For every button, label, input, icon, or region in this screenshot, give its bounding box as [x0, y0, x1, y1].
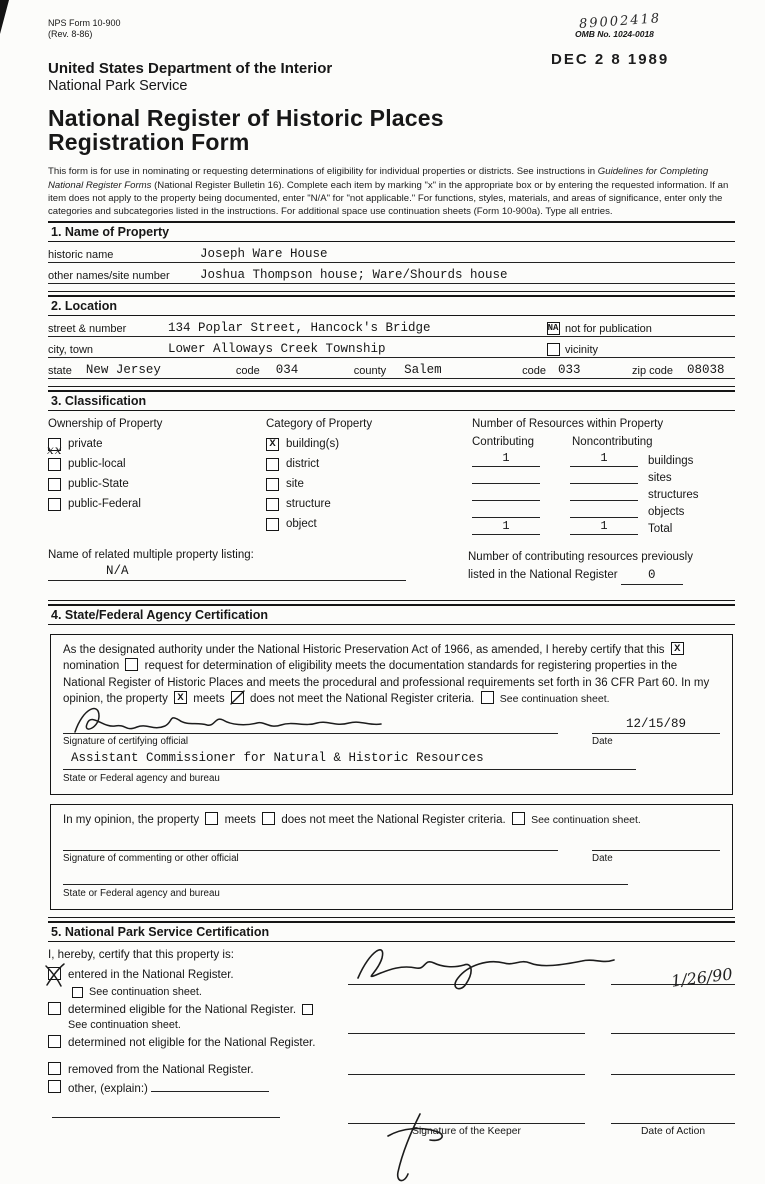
commenting-signature-line[interactable] [63, 830, 558, 851]
entered-option [48, 967, 336, 982]
commenting-agency-caption: State or Federal agency and bureau [63, 888, 220, 900]
ownership-column [48, 418, 266, 537]
spacer [348, 1034, 735, 1044]
nps-signature-column [336, 944, 735, 1137]
resource-row-buildings [472, 452, 735, 467]
commenting-date-caption: Date [592, 853, 613, 865]
section-divider [48, 593, 735, 601]
form-revision: (Rev. 8-86) [48, 29, 93, 40]
site-checkbox[interactable] [266, 478, 279, 491]
ownership-label: Ownership of Property [48, 418, 163, 431]
classification-bottom [48, 549, 735, 593]
ownership-option-private [47, 436, 266, 457]
resource-sites-label: sites [648, 472, 672, 485]
state-label: state [48, 365, 72, 378]
meets-label: meets [193, 693, 225, 705]
noncontributing-header: Noncontributing [572, 436, 653, 449]
eligible-label: determined eligible for the National Register. [68, 1003, 297, 1017]
previously-listed-label-line2: listed in the National Register [468, 568, 618, 581]
omb-number: OMB No. 1024-0018 [575, 29, 654, 39]
section4-heading: 4. State/Federal Agency Certification [48, 604, 735, 625]
request-label: request for determination of eligibility meets the documentation standards for registering properties in the National Register of Historic Places and meets the procedural and professional requirements set forth in 36 CFR Part 60. In my opinion, the property [63, 660, 710, 705]
previously-listed-label-line1: Number of contributing resources previously [468, 551, 693, 564]
object-label: object [286, 518, 317, 531]
removed-label: removed from the National Register. [68, 1063, 254, 1077]
historic-name-value[interactable]: Joseph Ware House [200, 247, 328, 262]
related-listing-value[interactable]: N/A [48, 564, 406, 581]
commenting-agency-line[interactable] [63, 866, 628, 885]
private-checkbox[interactable] [47, 438, 63, 457]
keeper-signature [350, 936, 650, 994]
resource-row-objects [472, 503, 735, 518]
entered-continuation-checkbox[interactable] [72, 987, 83, 998]
box2-meets-label: meets [224, 813, 256, 826]
keeper-signature-line-2[interactable] [348, 1003, 585, 1034]
category-option-district [266, 456, 472, 472]
public-state-checkbox[interactable] [48, 478, 61, 491]
date-received-stamp: DEC 2 8 1989 [551, 51, 670, 68]
box1-continuation-label: See continuation sheet. [499, 693, 610, 705]
keeper-caption-text: Signature of the Keeper [412, 1126, 521, 1138]
commenting-caption-row [63, 852, 720, 866]
certifying-official-box [50, 634, 733, 795]
structure-label: structure [286, 498, 331, 511]
category-option-site [266, 476, 472, 492]
keeper-signature-row-1 [348, 944, 735, 991]
previously-listed-value[interactable]: 0 [621, 566, 683, 585]
department-title: United States Department of the Interior [48, 60, 333, 77]
does-not-meet-label: does not meet the National Register criteria. [250, 693, 475, 705]
state-code-value[interactable]: 034 [275, 363, 299, 378]
resources-column-headers [472, 436, 735, 448]
certifying-signature-line[interactable] [63, 709, 558, 734]
resource-buildings-label: buildings [648, 455, 694, 468]
meets-mark: X [177, 692, 184, 704]
instructions-guidelines-italic: Guidelines for Completing National Register Forms [48, 166, 709, 191]
ownership-option-public-local [48, 456, 266, 472]
section-divider [48, 379, 735, 387]
structures-contributing-value[interactable] [472, 486, 540, 501]
commenting-date-line[interactable] [592, 830, 720, 851]
nomination-checkbox[interactable] [671, 642, 684, 655]
not-for-publication-group [547, 322, 735, 335]
commenting-signature-row [63, 830, 720, 851]
entered-continuation-label: See continuation sheet. [89, 986, 202, 999]
form-title [48, 106, 735, 154]
previously-listed-block [468, 549, 735, 585]
form-header [48, 11, 735, 68]
category-option-buildings [266, 436, 472, 452]
state-code-label: code [235, 365, 260, 378]
street-label: street & number [48, 323, 127, 336]
district-label: district [286, 458, 320, 471]
section-divider [48, 284, 735, 292]
form-title-line1: National Register of Historic Places [48, 105, 444, 131]
resource-row-structures [472, 486, 735, 501]
entered-handwritten-x [43, 961, 67, 987]
certifying-signature-caption: Signature of certifying official [63, 736, 189, 748]
keeper-signature-row-3 [348, 1044, 735, 1075]
commenting-official-box [50, 804, 733, 910]
public-local-checkbox[interactable] [48, 458, 61, 471]
commenting-statement [63, 812, 720, 828]
keeper-signature-row-2 [348, 1003, 735, 1034]
keeper-signature-line-1[interactable] [348, 944, 585, 985]
entered-label: entered in the National Register. [68, 968, 234, 982]
instructions-text-post: (National Register Bulletin 16). Complete each item by marking "x" in the appropriate box or by entering the requested information. If an item does not apply to the property being documented, enter "N/A" for "not applicable." For functions, styles, materials, and areas of significance, enter only the categories and subcategories listed in the instructions. For additional space use continuation sheets (Form 10-900a). Type all entries. [48, 179, 729, 217]
resource-row-total [472, 520, 735, 535]
state-row [48, 358, 735, 379]
keeper-date-line-2[interactable] [611, 1003, 735, 1034]
objects-contributing-value[interactable] [472, 503, 540, 518]
zip-label: zip code [632, 365, 673, 378]
buildings-noncontributing-value[interactable]: 1 [570, 452, 638, 467]
other-option [48, 1080, 336, 1096]
other-names-row [48, 263, 735, 284]
private-handwritten-mark: xx [47, 442, 63, 457]
certifying-official-signature [69, 698, 399, 742]
historic-name-row [48, 242, 735, 263]
form-instructions [48, 165, 735, 218]
section1-heading: 1. Name of Property [48, 221, 735, 242]
county-code-label: code [522, 365, 546, 378]
county-label: county [353, 365, 387, 378]
date-of-action-line[interactable] [611, 1089, 735, 1124]
county-value[interactable]: Salem [404, 363, 442, 378]
district-checkbox[interactable] [266, 458, 279, 471]
box2-does-not-meet-label: does not meet the National Register criteria. [281, 813, 506, 826]
scan-artifact-corner [0, 0, 9, 34]
nomination-label: nomination [63, 660, 120, 673]
ownership-option-public-federal [48, 496, 266, 512]
eligible-checkbox[interactable] [48, 1002, 61, 1015]
sites-contributing-value[interactable] [472, 469, 540, 484]
resource-total-label: Total [648, 523, 673, 536]
certifying-signature-row [63, 709, 720, 734]
removed-checkbox[interactable] [48, 1062, 61, 1075]
form-number: NPS Form 10-900 [48, 18, 121, 28]
city-label: city, town [48, 344, 94, 357]
entered-checkbox[interactable] [48, 967, 61, 980]
category-label: Category of Property [266, 418, 373, 431]
category-column [266, 418, 472, 537]
street-row [48, 316, 735, 337]
structure-checkbox[interactable] [266, 498, 279, 511]
resources-label: Number of Resources within Property [472, 418, 664, 431]
date-of-action-caption: Date of Action [640, 1126, 706, 1138]
buildings-contributing-value[interactable]: 1 [472, 452, 540, 467]
not-eligible-checkbox[interactable] [48, 1035, 61, 1048]
section2-heading: 2. Location [48, 295, 735, 316]
not-eligible-option [48, 1035, 336, 1050]
eligible-continuation-checkbox[interactable] [302, 1004, 313, 1015]
agency-caption: State or Federal agency and bureau [63, 772, 220, 784]
historic-name-label: historic name [48, 249, 114, 262]
buildings-mark: X [269, 437, 276, 450]
county-code-value[interactable]: 033 [558, 363, 581, 378]
private-label: private [68, 438, 103, 451]
box2-continuation-label: See continuation sheet. [531, 813, 641, 826]
box1-continuation-checkbox[interactable] [481, 691, 494, 704]
instructions-text-pre: This form is for use in nominating or requesting determinations of eligibility for individual properties or districts. See instructions in [48, 166, 598, 178]
commenting-signature-caption: Signature of commenting or other official [63, 853, 239, 865]
zip-value[interactable]: 08038 [686, 363, 725, 378]
removed-option [48, 1062, 336, 1077]
buildings-label: building(s) [286, 438, 340, 451]
total-contributing-value[interactable]: 1 [472, 520, 540, 535]
not-for-publication-checkbox[interactable] [547, 322, 560, 335]
box2-does-not-meet-checkbox[interactable] [262, 812, 275, 825]
other-names-value[interactable]: Joshua Thompson house; Ware/Shourds house [200, 268, 508, 283]
keeper-caption [348, 1126, 585, 1137]
keeper-signature-line-3[interactable] [348, 1044, 585, 1075]
state-value[interactable]: New Jersey [85, 363, 161, 378]
object-checkbox[interactable] [266, 518, 279, 531]
certifying-official-title[interactable]: Assistant Commissioner for Natural & Historic Resources [63, 750, 636, 770]
objects-noncontributing-value[interactable] [570, 503, 638, 518]
spacer [348, 1075, 735, 1089]
previously-listed-label-line2-row [468, 566, 735, 585]
city-value[interactable]: Lower Alloways Creek Township [168, 342, 386, 357]
public-state-label: public-State [68, 478, 129, 491]
not-for-publication-mark: NA [547, 323, 559, 334]
resources-column [472, 418, 735, 537]
resource-structures-label: structures [648, 489, 699, 502]
nps-entered-date: 1/26/90 [670, 964, 734, 991]
public-federal-checkbox[interactable] [48, 498, 61, 511]
keeper-captions [348, 1126, 735, 1137]
eligible-option [48, 1002, 336, 1032]
nomination-mark: X [674, 643, 681, 656]
section-divider [48, 910, 735, 918]
public-federal-label: public-Federal [68, 498, 141, 511]
vicinity-label: vicinity [565, 343, 599, 356]
other-names-label: other names/site number [48, 270, 170, 283]
section5-heading: 5. National Park Service Certification [48, 921, 735, 942]
certifying-date-caption: Date [592, 736, 613, 748]
category-option-object [266, 516, 472, 532]
other-explain-line[interactable] [151, 1080, 269, 1092]
vicinity-group [547, 343, 735, 356]
related-listing-label: Name of related multiple property listing: [48, 549, 254, 562]
box2-continuation-checkbox[interactable] [512, 812, 525, 825]
site-label: site [286, 478, 304, 491]
service-title: National Park Service [48, 78, 188, 94]
ownership-option-public-state [48, 476, 266, 492]
request-checkbox[interactable] [125, 658, 138, 671]
nps-left-blank-line[interactable] [52, 1117, 280, 1118]
certification-intro: As the designated authority under the National Historic Preservation Act of 1966, as amended, I hereby certify that this [63, 644, 665, 657]
contributing-header: Contributing [472, 436, 535, 449]
box2-meets-checkbox[interactable] [205, 812, 218, 825]
city-row [48, 337, 735, 358]
buildings-checkbox[interactable] [266, 438, 279, 451]
keeper-date-line-3[interactable] [611, 1044, 735, 1075]
related-listing-block [48, 549, 468, 585]
entered-continuation-row [72, 985, 336, 999]
classification-columns [48, 411, 735, 537]
certifying-date-value[interactable]: 12/15/89 [592, 709, 720, 734]
resource-objects-label: objects [648, 506, 685, 519]
not-eligible-label: determined not eligible for the National Register. [68, 1036, 316, 1050]
street-value[interactable]: 134 Poplar Street, Hancock's Bridge [168, 321, 431, 336]
header-right-block [551, 12, 721, 68]
keeper-date-line-1[interactable] [611, 944, 735, 991]
section3-heading: 3. Classification [48, 390, 735, 411]
public-local-label: public-local [68, 458, 126, 471]
nps-certification-body [48, 944, 735, 1137]
sites-noncontributing-value[interactable] [570, 469, 638, 484]
handwritten-reference-number: 89002418 [578, 11, 662, 32]
not-for-publication-label: not for publication [565, 322, 652, 335]
other-text [68, 1080, 336, 1096]
commenting-intro: In my opinion, the property [63, 813, 200, 826]
structures-noncontributing-value[interactable] [570, 486, 638, 501]
spacer [48, 1053, 336, 1062]
form-title-line2: Registration Form [48, 129, 250, 156]
total-noncontributing-value[interactable]: 1 [570, 520, 638, 535]
nps-intro: I, hereby, certify that this property is: [48, 948, 235, 962]
category-option-structure [266, 496, 472, 512]
resource-row-sites [472, 469, 735, 484]
nps-options-column [48, 944, 336, 1137]
other-label: other, (explain:) [68, 1082, 148, 1096]
eligible-text [68, 1002, 336, 1032]
keeper-initials-signature [382, 1110, 446, 1184]
vicinity-checkbox[interactable] [547, 343, 560, 356]
eligible-continuation-label: See continuation sheet. [68, 1019, 181, 1032]
other-checkbox[interactable] [48, 1080, 61, 1093]
